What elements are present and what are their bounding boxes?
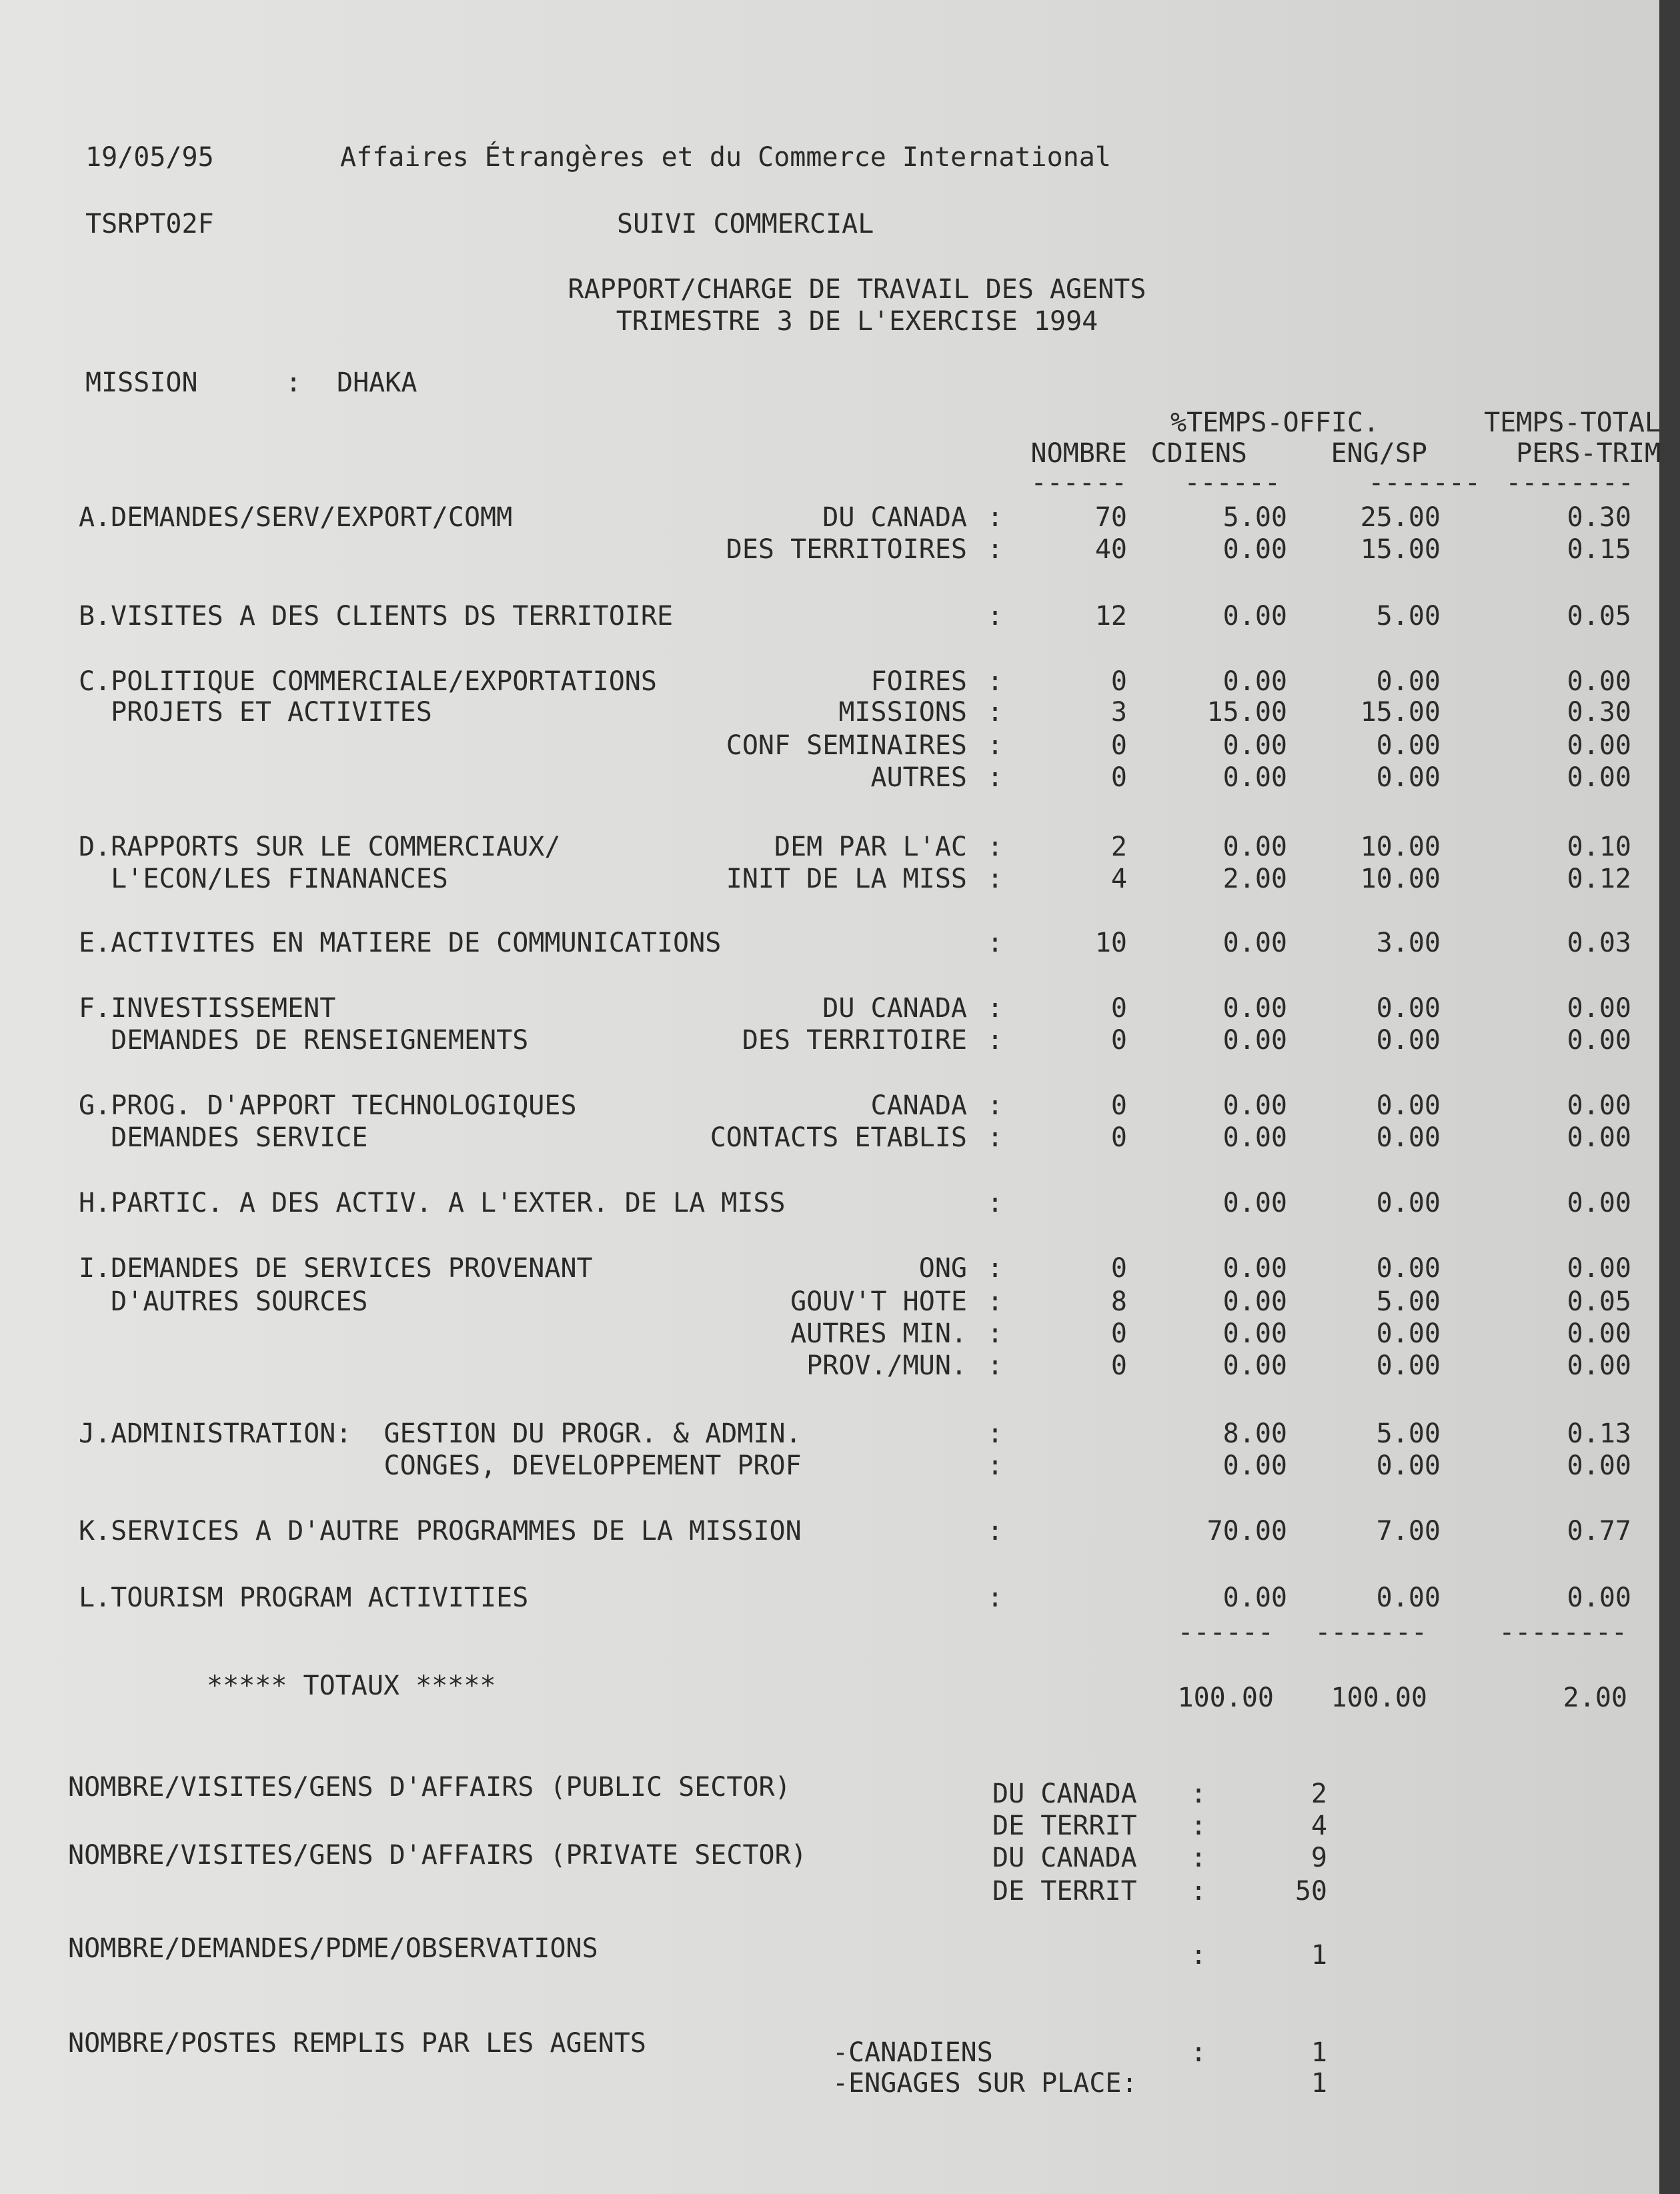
private-canada-label: DU CANADA	[992, 1843, 1137, 1873]
totals-cdiens-rule: ------	[1177, 1617, 1274, 1648]
row-pers-trim: 0.00	[1567, 1450, 1631, 1481]
row-sublabel: DES TERRITOIRES	[726, 534, 967, 565]
row-colon: :	[987, 993, 1004, 1024]
row-label: CONGES, DEVELOPPEMENT PROF	[79, 1450, 802, 1481]
report-period: TRIMESTRE 3 DE L'EXERCISE 1994	[616, 306, 1098, 337]
row-pers-trim: 0.00	[1567, 1025, 1631, 1056]
row-pers-trim: 0.10	[1567, 832, 1631, 862]
col-temps-offic-header: %TEMPS-OFFIC.	[1170, 407, 1380, 438]
row-pers-trim: 0.00	[1567, 1090, 1631, 1121]
row-nombre: 40	[1094, 534, 1127, 565]
row-engsp: 5.00	[1376, 1286, 1441, 1317]
row-sublabel: FOIRES	[870, 666, 967, 697]
row-engsp: 0.00	[1376, 730, 1441, 761]
row-label: L.TOURISM PROGRAM ACTIVITIES	[79, 1582, 529, 1613]
private-territ-label: DE TERRIT	[992, 1876, 1137, 1907]
pdme-colon: :	[1190, 1940, 1207, 1971]
row-pers-trim: 0.00	[1567, 1582, 1631, 1613]
col-nombre-header: NOMBRE	[1030, 438, 1127, 469]
row-nombre: 0	[1110, 1090, 1127, 1121]
row-label: J.ADMINISTRATION: GESTION DU PROGR. & ADMIN.	[79, 1418, 802, 1449]
col-total-rule: --------	[1505, 467, 1634, 498]
row-sublabel: CONF SEMINAIRES	[726, 730, 967, 761]
pdme-label: NOMBRE/DEMANDES/PDME/OBSERVATIONS	[68, 1933, 598, 1964]
row-engsp: 0.00	[1376, 762, 1441, 793]
row-engsp: 5.00	[1376, 1418, 1441, 1449]
row-cdiens: 0.00	[1222, 1318, 1287, 1349]
row-colon: :	[987, 666, 1004, 697]
row-cdiens: 0.00	[1222, 666, 1287, 697]
row-nombre: 0	[1110, 1318, 1127, 1349]
row-sublabel: ONG	[918, 1253, 967, 1284]
public-territ-label: DE TERRIT	[992, 1811, 1137, 1841]
row-cdiens: 0.00	[1222, 601, 1287, 632]
row-nombre: 0	[1110, 1350, 1127, 1381]
row-nombre: 2	[1110, 832, 1127, 862]
totals-label: ***** TOTAUX *****	[207, 1671, 496, 1701]
row-pers-trim: 0.00	[1567, 1318, 1631, 1349]
row-pers-trim: 0.00	[1567, 730, 1631, 761]
row-label: PROJETS ET ACTIVITES	[79, 697, 432, 728]
report-title: RAPPORT/CHARGE DE TRAVAIL DES AGENTS	[568, 274, 1146, 305]
mission-separator: :	[285, 367, 302, 398]
row-pers-trim: 0.15	[1567, 534, 1631, 565]
row-pers-trim: 0.00	[1567, 762, 1631, 793]
private-canada-colon: :	[1190, 1843, 1207, 1873]
row-engsp: 0.00	[1376, 1025, 1441, 1056]
row-colon: :	[987, 1090, 1004, 1121]
row-engsp: 0.00	[1376, 1582, 1441, 1613]
row-label: D'AUTRES SOURCES	[79, 1286, 368, 1317]
row-colon: :	[987, 864, 1004, 894]
public-canada-value: 2	[1311, 1779, 1327, 1809]
row-cdiens: 0.00	[1222, 730, 1287, 761]
row-pers-trim: 0.05	[1567, 601, 1631, 632]
private-sector-label: NOMBRE/VISITES/GENS D'AFFAIRS (PRIVATE SECTOR)	[68, 1840, 807, 1871]
row-engsp: 5.00	[1376, 601, 1441, 632]
report-date: 19/05/95	[85, 142, 214, 173]
row-nombre: 0	[1110, 730, 1127, 761]
row-label: L'ECON/LES FINANANCES	[79, 864, 448, 894]
row-colon: :	[987, 1450, 1004, 1481]
row-colon: :	[987, 1188, 1004, 1218]
public-territ-value: 4	[1311, 1811, 1327, 1841]
row-cdiens: 0.00	[1222, 762, 1287, 793]
postes-canadiens-label: -CANADIENS	[832, 2037, 993, 2068]
row-pers-trim: 0.05	[1567, 1286, 1631, 1317]
organization-name: Affaires Étrangères et du Commerce International	[340, 142, 1111, 173]
mission-label: MISSION	[85, 367, 198, 398]
system-name: SUIVI COMMERCIAL	[617, 209, 874, 239]
private-canada-value: 9	[1311, 1843, 1327, 1873]
public-territ-colon: :	[1190, 1811, 1207, 1841]
report-code: TSRPT02F	[85, 209, 214, 239]
row-sublabel: DEM PAR L'AC	[774, 832, 967, 862]
row-sublabel: AUTRES	[870, 762, 967, 793]
row-colon: :	[987, 1318, 1004, 1349]
row-engsp: 10.00	[1360, 832, 1441, 862]
row-colon: :	[987, 1025, 1004, 1056]
col-cdiens-rule: ------	[1184, 467, 1281, 498]
row-pers-trim: 0.00	[1567, 666, 1631, 697]
row-pers-trim: 0.00	[1567, 1350, 1631, 1381]
row-sublabel: DU CANADA	[822, 993, 967, 1024]
row-sublabel: AUTRES MIN.	[790, 1318, 967, 1349]
row-pers-trim: 0.77	[1567, 1516, 1631, 1546]
row-pers-trim: 0.00	[1567, 1188, 1631, 1218]
row-label: C.POLITIQUE COMMERCIALE/EXPORTATIONS	[79, 666, 657, 697]
row-colon: :	[987, 534, 1004, 565]
private-territ-value: 50	[1295, 1876, 1327, 1907]
row-nombre: 8	[1110, 1286, 1127, 1317]
row-nombre: 12	[1094, 601, 1127, 632]
row-cdiens: 70.00	[1206, 1516, 1287, 1546]
row-label: I.DEMANDES DE SERVICES PROVENANT	[79, 1253, 593, 1284]
row-sublabel: GOUV'T HOTE	[790, 1286, 967, 1317]
row-cdiens: 0.00	[1222, 1188, 1287, 1218]
postes-engages-value: 1	[1311, 2068, 1327, 2099]
row-cdiens: 0.00	[1222, 928, 1287, 958]
row-cdiens: 0.00	[1222, 1025, 1287, 1056]
row-sublabel: MISSIONS	[838, 697, 967, 728]
row-nombre: 4	[1110, 864, 1127, 894]
mission-value: DHAKA	[337, 367, 417, 398]
row-sublabel: CONTACTS ETABLIS	[710, 1122, 967, 1153]
row-nombre: 3	[1110, 697, 1127, 728]
row-colon: :	[987, 762, 1004, 793]
row-nombre: 0	[1110, 993, 1127, 1024]
totals-total-rule: --------	[1499, 1617, 1627, 1648]
row-engsp: 0.00	[1376, 1450, 1441, 1481]
totals-pers-trim: 2.00	[1563, 1683, 1627, 1713]
postes-engages-label: -ENGAGES SUR PLACE:	[832, 2068, 1138, 2099]
row-nombre: 0	[1110, 1025, 1127, 1056]
row-pers-trim: 0.00	[1567, 1122, 1631, 1153]
public-canada-label: DU CANADA	[992, 1779, 1137, 1809]
row-cdiens: 0.00	[1222, 1090, 1287, 1121]
row-colon: :	[987, 1286, 1004, 1317]
row-pers-trim: 0.30	[1567, 502, 1631, 533]
totals-engsp-rule: -------	[1315, 1617, 1427, 1648]
pdme-value: 1	[1311, 1940, 1327, 1971]
row-cdiens: 0.00	[1222, 534, 1287, 565]
row-colon: :	[987, 502, 1004, 533]
row-label: A.DEMANDES/SERV/EXPORT/COMM	[79, 502, 513, 533]
row-cdiens: 15.00	[1206, 697, 1287, 728]
row-cdiens: 0.00	[1222, 1286, 1287, 1317]
row-engsp: 15.00	[1360, 697, 1441, 728]
row-label: F.INVESTISSEMENT	[79, 993, 336, 1024]
totals-engsp: 100.00	[1331, 1683, 1427, 1713]
row-nombre: 0	[1110, 1253, 1127, 1284]
row-pers-trim: 0.00	[1567, 993, 1631, 1024]
row-pers-trim: 0.00	[1567, 1253, 1631, 1284]
row-label: E.ACTIVITES EN MATIERE DE COMMUNICATIONS	[79, 928, 722, 958]
row-cdiens: 0.00	[1222, 1253, 1287, 1284]
row-colon: :	[987, 601, 1004, 632]
row-label: K.SERVICES A D'AUTRE PROGRAMMES DE LA MISSION	[79, 1516, 802, 1546]
col-cdiens-header: CDIENS	[1150, 438, 1247, 469]
row-engsp: 15.00	[1360, 534, 1441, 565]
row-colon: :	[987, 1350, 1004, 1381]
row-nombre: 0	[1110, 666, 1127, 697]
row-engsp: 25.00	[1360, 502, 1441, 533]
scan-edge	[1659, 0, 1680, 2194]
row-cdiens: 8.00	[1222, 1418, 1287, 1449]
row-label: B.VISITES A DES CLIENTS DS TERRITOIRE	[79, 601, 674, 632]
row-colon: :	[987, 928, 1004, 958]
row-engsp: 0.00	[1376, 993, 1441, 1024]
public-sector-label: NOMBRE/VISITES/GENS D'AFFAIRS (PUBLIC SECTOR)	[68, 1772, 791, 1803]
row-engsp: 3.00	[1376, 928, 1441, 958]
row-engsp: 0.00	[1376, 1253, 1441, 1284]
row-cdiens: 0.00	[1222, 1582, 1287, 1613]
row-colon: :	[987, 1516, 1004, 1546]
row-engsp: 0.00	[1376, 1350, 1441, 1381]
row-pers-trim: 0.13	[1567, 1418, 1631, 1449]
row-cdiens: 5.00	[1222, 502, 1287, 533]
postes-canadiens-value: 1	[1311, 2037, 1327, 2068]
row-label: D.RAPPORTS SUR LE COMMERCIAUX/	[79, 832, 561, 862]
col-nombre-rule: ------	[1030, 467, 1127, 498]
postes-label: NOMBRE/POSTES REMPLIS PAR LES AGENTS	[68, 2028, 646, 2059]
col-pers-trim-header: PERS-TRIM	[1516, 438, 1661, 469]
row-cdiens: 0.00	[1222, 832, 1287, 862]
row-label: DEMANDES SERVICE	[79, 1122, 368, 1153]
row-label: H.PARTIC. A DES ACTIV. A L'EXTER. DE LA MISS	[79, 1188, 786, 1218]
row-colon: :	[987, 1122, 1004, 1153]
row-engsp: 0.00	[1376, 666, 1441, 697]
row-sublabel: DU CANADA	[822, 502, 967, 533]
row-label: G.PROG. D'APPORT TECHNOLOGIQUES	[79, 1090, 577, 1121]
row-colon: :	[987, 1582, 1004, 1613]
row-nombre: 0	[1110, 1122, 1127, 1153]
row-engsp: 0.00	[1376, 1090, 1441, 1121]
public-canada-colon: :	[1190, 1779, 1207, 1809]
row-colon: :	[987, 832, 1004, 862]
col-temps-total-header: TEMPS-TOTAL	[1484, 407, 1661, 438]
row-cdiens: 0.00	[1222, 1450, 1287, 1481]
private-territ-colon: :	[1190, 1876, 1207, 1907]
row-pers-trim: 0.03	[1567, 928, 1631, 958]
row-colon: :	[987, 1253, 1004, 1284]
row-nombre: 0	[1110, 762, 1127, 793]
row-colon: :	[987, 730, 1004, 761]
row-cdiens: 0.00	[1222, 993, 1287, 1024]
row-nombre: 70	[1094, 502, 1127, 533]
postes-canadiens-colon: :	[1190, 2037, 1207, 2068]
row-engsp: 10.00	[1360, 864, 1441, 894]
row-cdiens: 0.00	[1222, 1122, 1287, 1153]
row-cdiens: 0.00	[1222, 1350, 1287, 1381]
row-pers-trim: 0.30	[1567, 697, 1631, 728]
row-colon: :	[987, 697, 1004, 728]
row-engsp: 7.00	[1376, 1516, 1441, 1546]
row-engsp: 0.00	[1376, 1122, 1441, 1153]
row-pers-trim: 0.12	[1567, 864, 1631, 894]
row-nombre: 10	[1094, 928, 1127, 958]
col-engsp-header: ENG/SP	[1331, 438, 1427, 469]
totals-cdiens: 100.00	[1177, 1683, 1274, 1713]
row-engsp: 0.00	[1376, 1318, 1441, 1349]
row-cdiens: 2.00	[1222, 864, 1287, 894]
row-sublabel: DES TERRITOIRE	[742, 1025, 967, 1056]
col-engsp-rule: -------	[1368, 467, 1481, 498]
row-colon: :	[987, 1418, 1004, 1449]
row-sublabel: INIT DE LA MISS	[726, 864, 967, 894]
row-sublabel: PROV./MUN.	[806, 1350, 967, 1381]
row-sublabel: CANADA	[870, 1090, 967, 1121]
row-label: DEMANDES DE RENSEIGNEMENTS	[79, 1025, 529, 1056]
row-engsp: 0.00	[1376, 1188, 1441, 1218]
